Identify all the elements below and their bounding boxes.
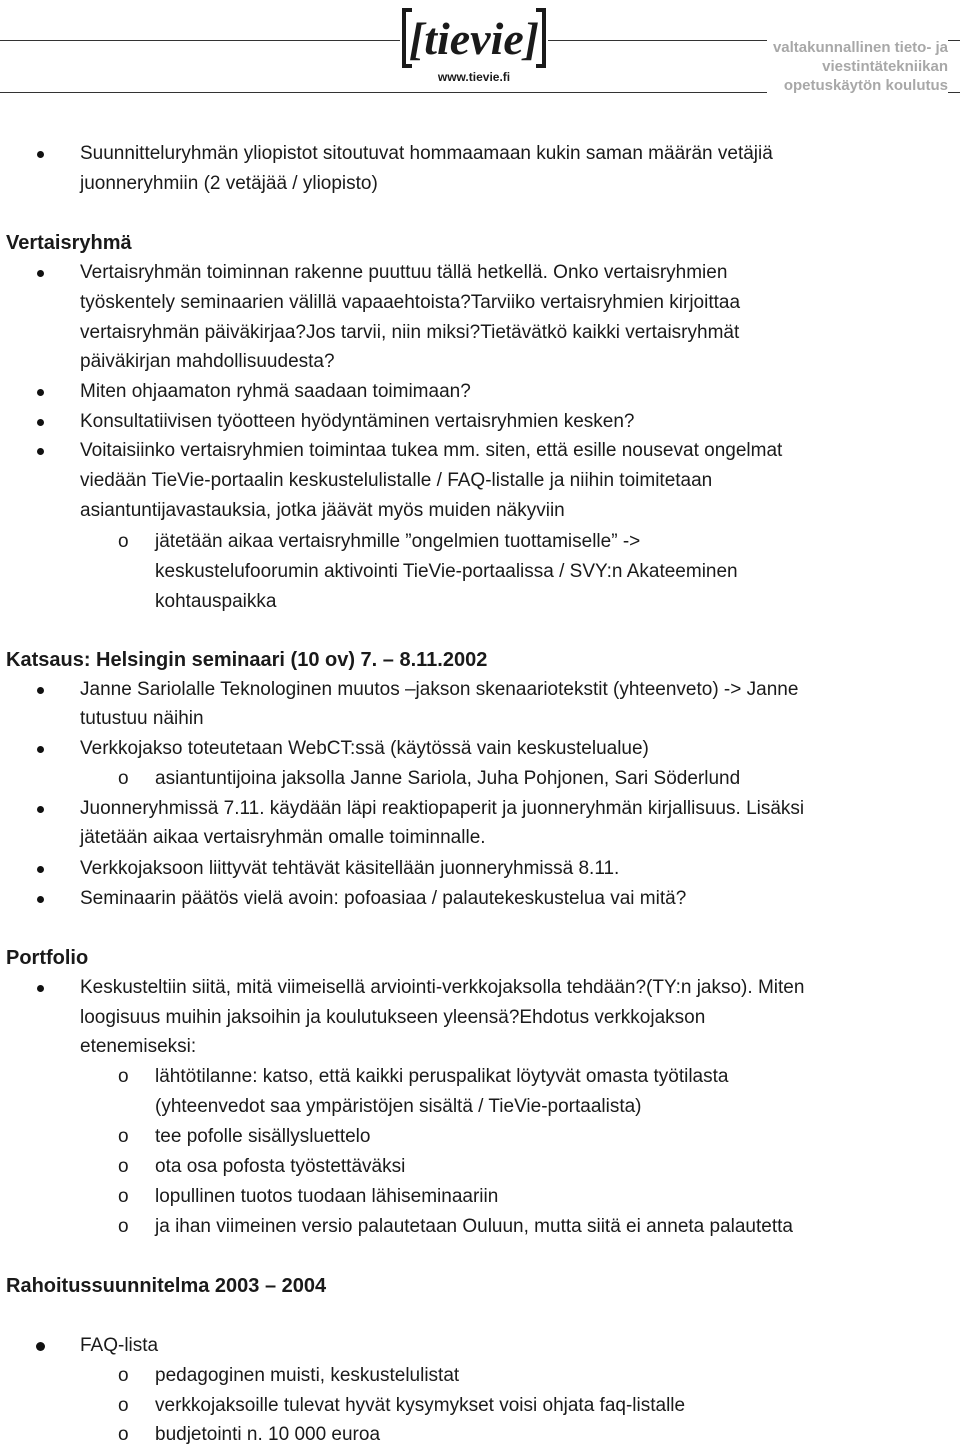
bullet-text: Juonneryhmissä 7.11. käydään läpi reaktiopaperit ja juonneryhmän kirjallisuus. Lisäksi (80, 798, 805, 819)
page-header (0, 0, 960, 100)
sub-bullet-marker: o (118, 1216, 129, 1237)
bullet-text: Seminaarin päätös vielä avoin: pofoasiaa / palautekeskustelua vai mitä? (80, 888, 687, 909)
sub-bullet-text: kohtauspaikka (155, 591, 277, 612)
bullet-dot-icon (37, 687, 44, 694)
tievie-logo-graphic (400, 2, 548, 86)
bullet-text: Verkkojakso toteutetaan WebCT:ssä (käytössä vain keskustelualue) (80, 738, 649, 759)
bullet-text: etenemiseksi: (80, 1036, 197, 1057)
sub-bullet-marker: o (118, 1156, 129, 1177)
logo-wordmark: [tievie] (408, 13, 540, 64)
bullet-dot-icon (36, 1342, 45, 1351)
bullet-dot-icon (37, 985, 44, 992)
bullet-dot-icon (37, 746, 44, 753)
section-heading-vertaisryhma: Vertaisryhmä (6, 232, 132, 254)
bullet-dot-icon (37, 151, 44, 158)
bullet-text: päiväkirjan mahdollisuudesta? (80, 351, 335, 372)
bullet-dot-icon (37, 866, 44, 873)
sub-bullet-text: lopullinen tuotos tuodaan lähiseminaariin (155, 1186, 499, 1207)
bullet-text: FAQ-lista (80, 1335, 159, 1356)
section-heading-katsaus: Katsaus: Helsingin seminaari (10 ov) 7. – 8.11.2002 (6, 649, 488, 671)
sub-bullet-marker: o (118, 1395, 129, 1416)
tagline-line: viestintätekniikan (822, 58, 948, 75)
sub-bullet-marker: o (118, 1126, 129, 1147)
bullet-text: tutustuu näihin (80, 708, 204, 729)
bullet-text: asiantuntijavastauksia, jotka jäävät myös muiden näkyviin (80, 500, 565, 521)
sub-bullet-text: tee pofolle sisällysluettelo (155, 1126, 371, 1147)
bullet-text: Janne Sariolalle Teknologinen muutos –jakson skenaariotekstit (yhteenveto) -> Janne (80, 679, 799, 700)
sub-bullet-text: pedagoginen muisti, keskustelulistat (155, 1365, 460, 1386)
sub-bullet-text: keskustelufoorumin aktivointi TieVie-portaalissa / SVY:n Akateeminen (155, 561, 738, 582)
bullet-text: Konsultatiivisen työotteen hyödyntäminen vertaisryhmien kesken? (80, 411, 635, 432)
sub-bullet-text: budjetointi n. 10 000 euroa (155, 1424, 381, 1445)
bullet-text: Vertaisryhmän toiminnan rakenne puuttuu tällä hetkellä. Onko vertaisryhmien (80, 262, 728, 283)
bullet-dot-icon (37, 448, 44, 455)
sub-bullet-marker: o (118, 531, 129, 552)
bullet-text: Keskusteltiin siitä, mitä viimeisellä arviointi-verkkojaksolla tehdään?(TY:n jakso). Miten (80, 977, 805, 998)
bullet-text: Miten ohjaamaton ryhmä saadaan toimimaan? (80, 381, 471, 402)
tagline-line: opetuskäytön koulutus (783, 77, 948, 94)
bullet-text: Voitaisiinko vertaisryhmien toimintaa tukea mm. siten, että esille nousevat ongelmat (80, 440, 783, 461)
sub-bullet-text: verkkojaksoille tulevat hyvät kysymykset voisi ohjata faq-listalle (155, 1395, 686, 1416)
bullet-dot-icon (37, 806, 44, 813)
sub-bullet-text: (yhteenvedot saa ympäristöjen sisältä / TieVie-portaalista) (155, 1096, 642, 1117)
logo-url: www.tievie.fi (437, 70, 511, 84)
sub-bullet-text: ja ihan viimeinen versio palautetaan Ouluun, mutta siitä ei anneta palautetta (155, 1216, 793, 1237)
tievie-logo (400, 2, 548, 86)
bullet-text: viedään TieVie-portaalin keskustelulistalle / FAQ-listalle ja niihin toimitetaan (80, 470, 713, 491)
sub-bullet-text: ota osa pofosta työstettäväksi (155, 1156, 406, 1177)
bullet-text: juonneryhmiin (2 vetäjää / yliopisto) (80, 173, 378, 194)
header-tagline (767, 38, 948, 95)
sub-bullet-text: lähtötilanne: katso, että kaikki peruspalikat löytyvät omasta työtilasta (155, 1066, 729, 1087)
bullet-dot-icon (37, 419, 44, 426)
bullet-text: loogisuus muihin jaksoihin ja koulutukseen yleensä?Ehdotus verkkojakson (80, 1007, 706, 1028)
bullet-text: työskentely seminaarien välillä vapaaehtoista?Tarviiko vertaisryhmien kirjoittaa (80, 292, 741, 313)
bullet-text: jätetään aikaa vertaisryhmän omalle toiminnalle. (80, 827, 486, 848)
sub-bullet-marker: o (118, 768, 129, 789)
sub-bullet-text: jätetään aikaa vertaisryhmille ”ongelmien tuottamiselle” -> (155, 531, 641, 552)
bullet-text: vertaisryhmän päiväkirjaa?Jos tarvii, niin miksi?Tietävätkö kaikki vertaisryhmät (80, 322, 740, 343)
section-heading-rahoitus: Rahoitussuunnitelma 2003 – 2004 (6, 1275, 327, 1297)
sub-bullet-marker: o (118, 1066, 129, 1087)
sub-bullet-marker: o (118, 1424, 129, 1445)
sub-bullet-marker: o (118, 1365, 129, 1386)
sub-bullet-text: asiantuntijoina jaksolla Janne Sariola, Juha Pohjonen, Sari Söderlund (155, 768, 741, 789)
tagline-line: valtakunnallinen tieto- ja (772, 39, 948, 56)
bullet-text: Suunnitteluryhmän yliopistot sitoutuvat hommaamaan kukin saman määrän vetäjiä (80, 143, 773, 164)
bullet-text: Verkkojaksoon liittyvät tehtävät käsitellään juonneryhmissä 8.11. (80, 858, 620, 879)
sub-bullet-marker: o (118, 1186, 129, 1207)
section-heading-portfolio: Portfolio (6, 947, 89, 969)
bullet-dot-icon (37, 389, 44, 396)
bullet-dot-icon (37, 896, 44, 903)
bullet-dot-icon (37, 270, 44, 277)
